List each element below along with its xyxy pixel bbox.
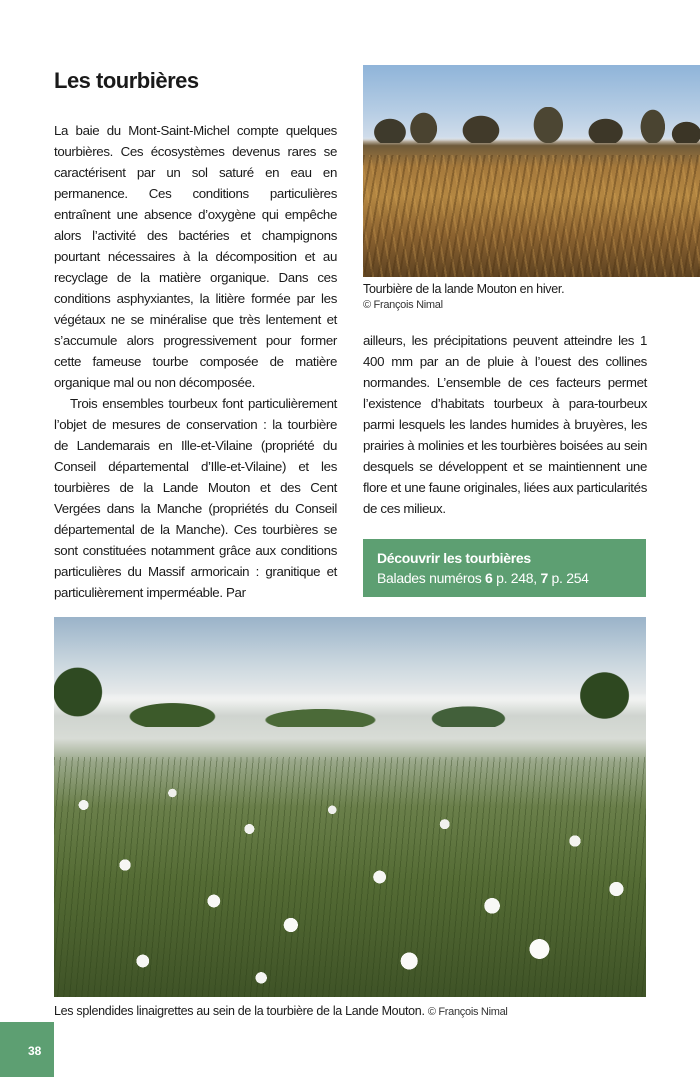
cottongrass-photo <box>54 617 646 997</box>
box-walks <box>377 570 589 586</box>
box-title: Découvrir les tourbières <box>377 550 531 566</box>
walk-number-2: 7 <box>540 570 548 586</box>
box-walks-prefix: Balades numéros <box>377 570 486 586</box>
photo-forest <box>54 657 646 727</box>
paragraph-intro: La baie du Mont-Saint-Michel compte quelques tourbières. Ces écosystèmes devenus rares se caractérisent par un sol saturé en eau en permanence. Ces conditions particulières entraînent une absence d’oxygène qui empêche alors l’activité des bactéries et champignons pourtant nécessaires à la décomposition et au recyclage de la matière organique. Dans ces conditions asphyxiantes, la litière formée par les végétaux ne se minéralise que très lentement et s’accumule alors progressivement pour former cette fameuse tourbe composée de matière organique mal ou non décomposée. <box>54 123 337 390</box>
discover-peat-bogs-box <box>363 539 646 597</box>
photo-top-caption <box>363 281 663 313</box>
paragraph-habitats: ailleurs, les précipitations peuvent atteindre les 1 400 mm par an de pluie à l’ouest des collines normandes. L’ensemble de ces facteurs permet l’existence d’habitats tourbeux à para-tourbeux parmi lesquels les landes humides à bruyères, les prairies à molinies et les tourbières boisées au sein desquels se développent et se maintiennent une flore et une faune originales, liées aux particularités de ces milieux. <box>363 333 647 516</box>
photo-cottongrass <box>54 757 646 997</box>
paragraph-conservation: Trois ensembles tourbeux font particulièrement l’objet de mesures de conservation : la tourbière de Landemarais en Ille-et-Vilaine (propriété du Conseil départemental d’Ille-et-Vilaine) et les tourbières de la Lande Mouton et des Cent Vergées dans la Manche (propriétés du Conseil départemental de la Manche). Ces tourbières se sont constituées notamment grâce aux conditions particulières du Massif armoricain : granitique et particulièrement imperméable. Par <box>54 396 337 600</box>
peat-bog-winter-photo <box>363 65 700 277</box>
page-number: 38 <box>0 1022 54 1077</box>
photo-big-caption-text: Les splendides linaigrettes au sein de la tourbière de la Lande Mouton. <box>54 1004 425 1018</box>
photo-big-caption <box>54 1003 654 1020</box>
photo-top-credit: © François Nimal <box>363 299 443 311</box>
photo-big-credit: © François Nimal <box>427 1006 508 1018</box>
walk-number-1: 6 <box>485 570 493 586</box>
walk-page-1: p. 248, <box>492 570 541 586</box>
photo-top-caption-text: Tourbière de la lande Mouton en hiver. <box>363 282 565 296</box>
walk-page-2: p. 254 <box>547 570 589 586</box>
left-text-column <box>54 120 337 603</box>
photo-grass <box>363 155 700 277</box>
right-text-column <box>363 330 647 519</box>
page-title: Les tourbières <box>54 68 199 93</box>
photo-trees <box>363 107 700 143</box>
